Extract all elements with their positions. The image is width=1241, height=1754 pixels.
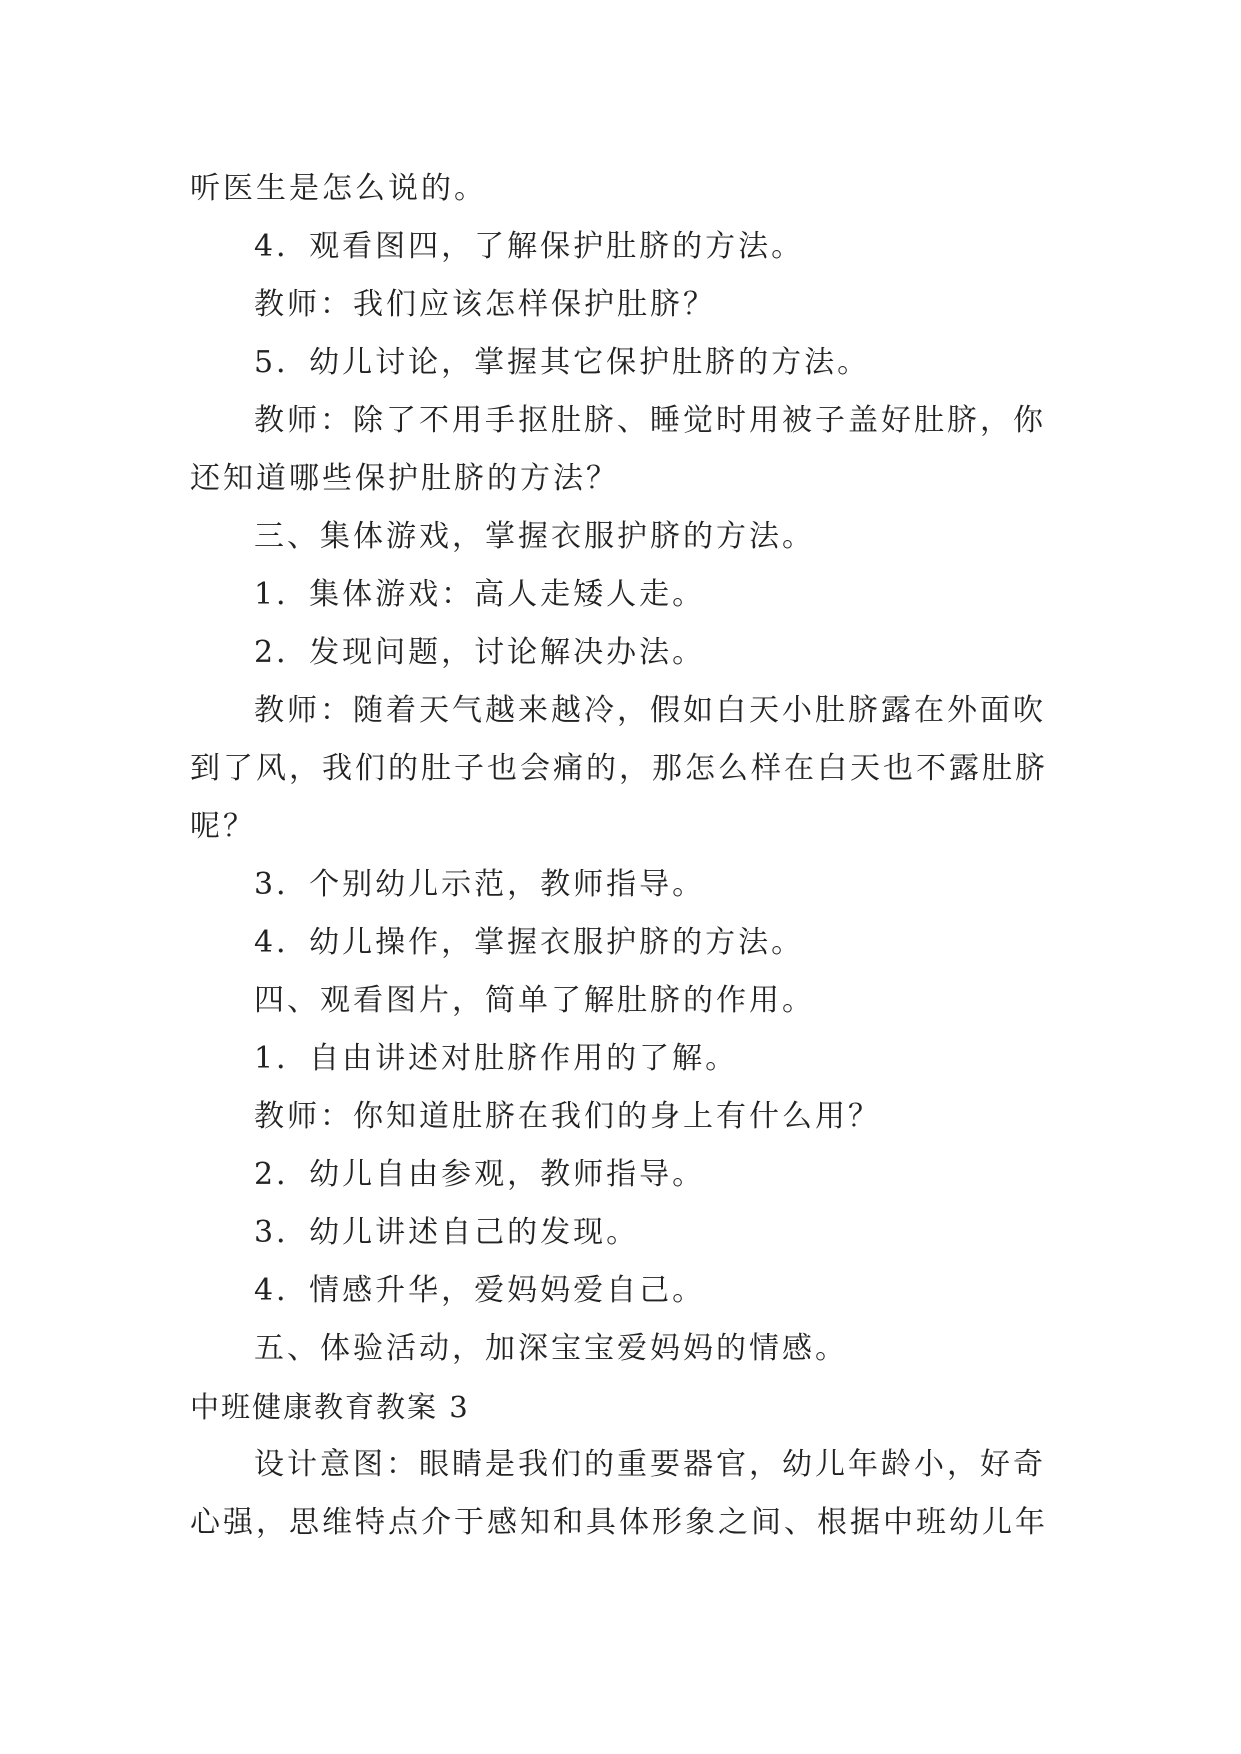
paragraph: 4．观看图四，了解保护肚脐的方法。: [254, 229, 805, 264]
paragraph: 听医生是怎么说的。: [190, 171, 487, 206]
section-subheading: 五、体验活动，加深宝宝爱妈妈的情感。: [254, 1331, 848, 1366]
paragraph: 教师：随着天气越来越冷，假如白天小肚脐露在外面吹到了风，我们的肚子也会痛的，那怎么样在白天也不露肚脐呢？: [190, 693, 1048, 844]
paragraph: 3．幼儿讲述自己的发现。: [254, 1215, 640, 1250]
paragraph: 4．幼儿操作，掌握衣服护脐的方法。: [254, 925, 805, 960]
paragraph: 4．情感升华，爱妈妈爱自己。: [254, 1273, 706, 1308]
paragraph: 5．幼儿讨论，掌握其它保护肚脐的方法。: [254, 345, 871, 380]
paragraph: 3．个别幼儿示范，教师指导。: [254, 867, 706, 902]
paragraph: 设计意图：眼睛是我们的重要器官，幼儿年龄小，好奇心强，思维特点介于感知和具体形象之间、根据中班幼儿年: [190, 1447, 1048, 1540]
paragraph: 2．发现问题，讨论解决办法。: [254, 635, 706, 670]
paragraph: 教师：我们应该怎样保护肚脐？: [254, 287, 716, 322]
paragraph: 1．自由讲述对肚脐作用的了解。: [254, 1041, 739, 1076]
document-body: [190, 160, 1060, 1552]
paragraph: 教师：你知道肚脐在我们的身上有什么用？: [254, 1099, 881, 1134]
paragraph: 1．集体游戏：高人走矮人走。: [254, 577, 706, 612]
section-heading: 中班健康教育教案 3: [190, 1390, 470, 1424]
paragraph: 教师：除了不用手抠肚脐、睡觉时用被子盖好肚脐，你还知道哪些保护肚脐的方法？: [190, 403, 1046, 496]
section-subheading: 四、观看图片，简单了解肚脐的作用。: [254, 983, 815, 1018]
section-subheading: 三、集体游戏，掌握衣服护脐的方法。: [254, 519, 815, 554]
paragraph: 2．幼儿自由参观，教师指导。: [254, 1157, 706, 1192]
